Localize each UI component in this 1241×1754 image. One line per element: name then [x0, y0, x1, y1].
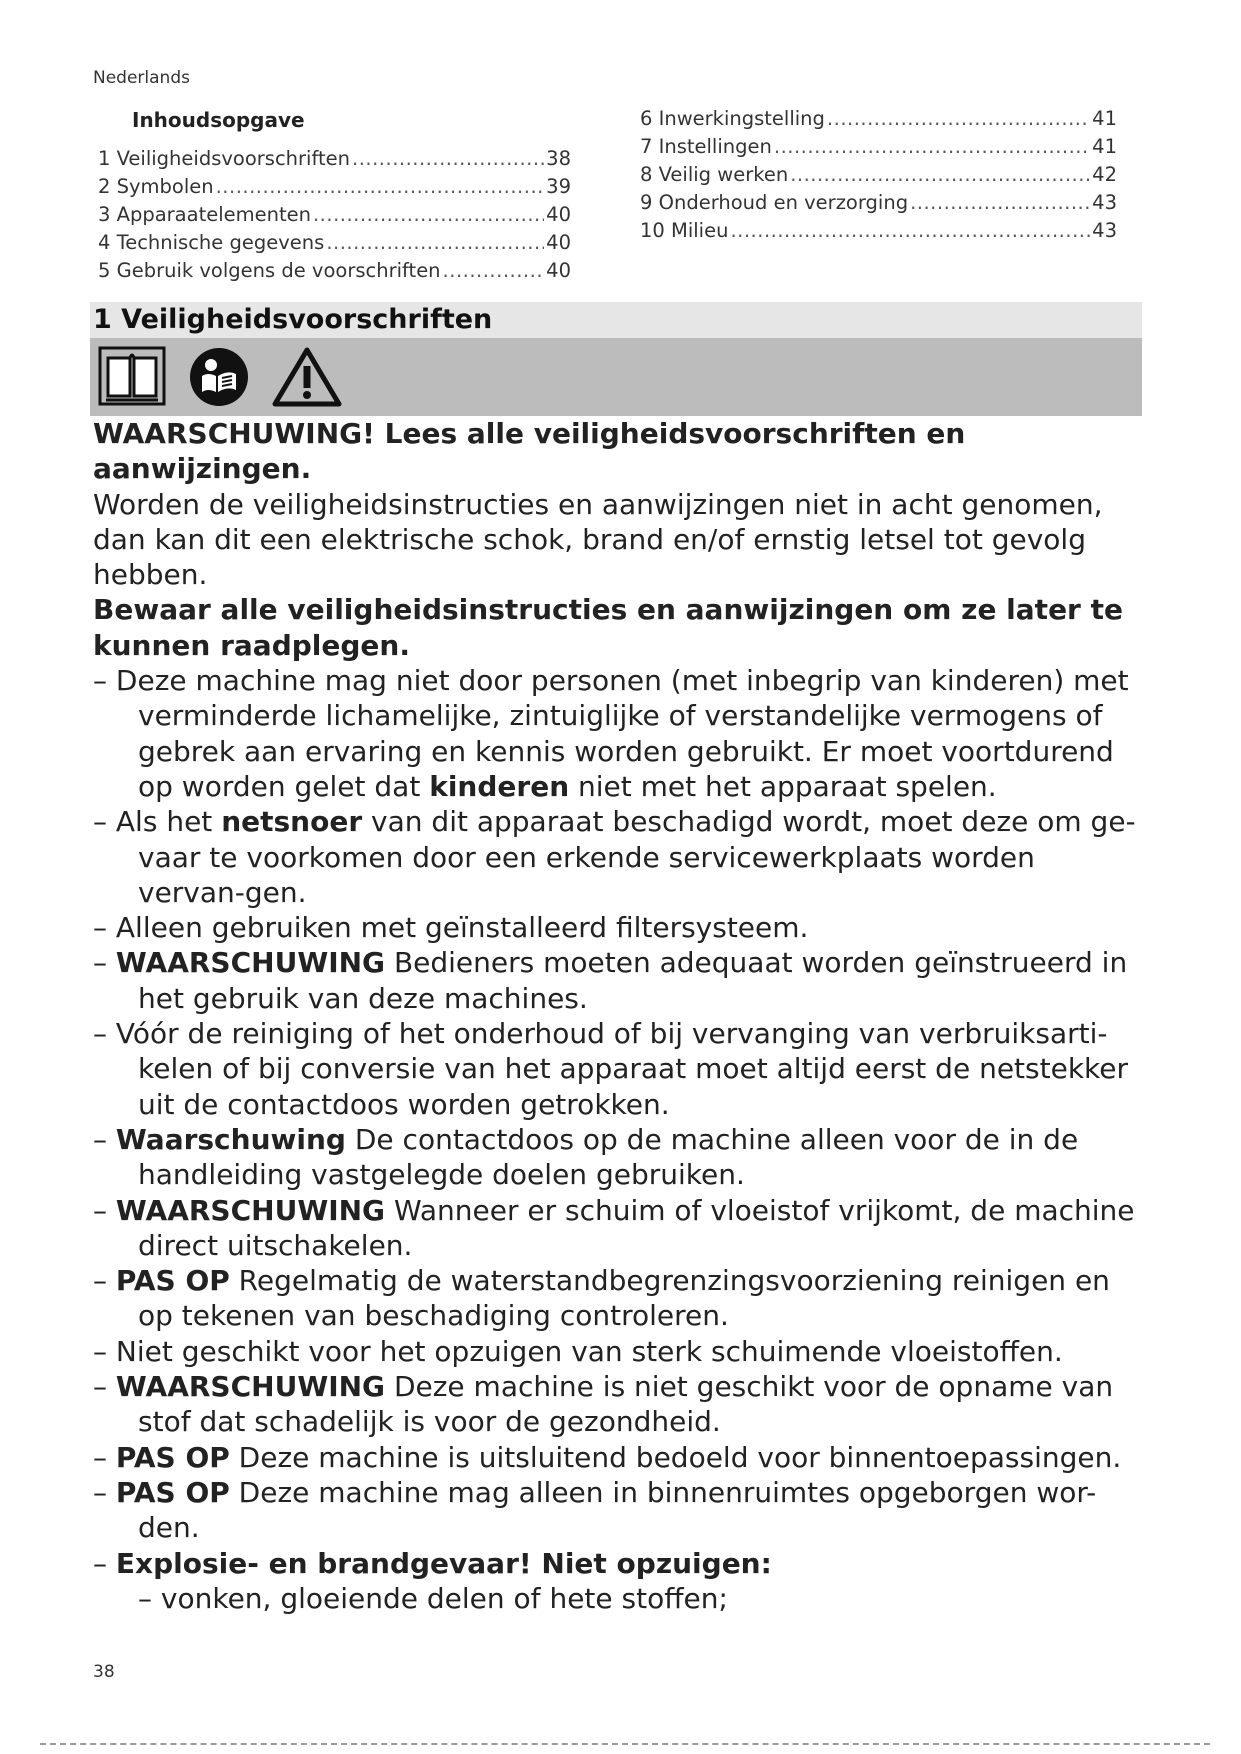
list-item: – Als het netsnoer van dit apparaat beschadigd wordt, moet deze om ge-vaar te voorkomen door een erkende servicewerkplaats worden vervan-gen. [93, 805, 1136, 909]
toc-entry[interactable]: 2 Symbolen ..... 39 [98, 173, 571, 201]
toc-left-column [98, 145, 571, 285]
toc-entry[interactable]: 3 Apparaatelementen ..... 40 [98, 201, 571, 229]
list-item: – Vóór de reiniging of het onderhoud of bij vervanging van verbruiksarti-kelen of bij conversie van het apparaat moet altijd eerst de netstekker uit de contactdoos worden getrokken. [93, 1017, 1128, 1121]
sub-list-item: – vonken, gloeiende delen of hete stoffen; [138, 1581, 728, 1615]
list-item: – WAARSCHUWING Bedieners moeten adequaat worden geïnstrueerd in het gebruik van deze machines. [93, 946, 1128, 1015]
warning-triangle-icon [272, 346, 342, 408]
bottom-divider [40, 1743, 1210, 1745]
keep-instructions-heading: Bewaar alle veiligheidsinstructies en aanwijzingen om ze later te kunnen raadplegen. [93, 593, 1123, 662]
toc-entry[interactable]: 8 Veilig werken ..... 42 [640, 161, 1117, 189]
list-item: – Explosie- en brandgevaar! Niet opzuigen: [93, 1546, 772, 1580]
toc-entry[interactable]: 1 Veiligheidsvoorschriften ..... 38 [98, 145, 571, 173]
page-number: 38 [93, 1662, 115, 1682]
list-item: – PAS OP Regelmatig de waterstandbegrenzingsvoorziening reinigen en op tekenen van beschadiging controleren. [93, 1264, 1110, 1333]
toc-right-column [640, 105, 1117, 245]
warning-text: Worden de veiligheidsinstructies en aanwijzingen niet in acht genomen, dan kan dit een elektrische schok, brand en/of ernstig letsel tot gevolg hebben. [93, 487, 1103, 592]
manual-book-icon [98, 346, 166, 406]
toc-entry[interactable]: 9 Onderhoud en verzorging ..... 43 [640, 189, 1117, 217]
safety-instructions [93, 416, 1143, 1616]
toc-title: Inhoudsopgave [132, 108, 305, 132]
list-item: – Deze machine mag niet door personen (met inbegrip van kinderen) met verminderde lichamelijke, zintuiglijke of verstandelijke vermogens of gebrek aan ervaring en kennis worden gebruikt. Er moet voortdurend op worden gelet dat kinderen niet met het apparaat spelen. [93, 664, 1129, 803]
toc-entry[interactable]: 4 Technische gegevens ..... 40 [98, 229, 571, 257]
list-item: – PAS OP Deze machine is uitsluitend bedoeld voor binnentoepassingen. [93, 1440, 1122, 1474]
list-item: – PAS OP Deze machine mag alleen in binnenruimtes opgeborgen wor-den. [93, 1475, 1097, 1545]
toc-entry[interactable]: 5 Gebruik volgens de voorschriften ..... 40 [98, 257, 571, 285]
warning-heading: WAARSCHUWING! Lees alle veiligheidsvoorschriften en aanwijzingen. [93, 417, 966, 486]
language-label: Nederlands [93, 68, 190, 88]
list-item: – Waarschuwing De contactdoos op de machine alleen voor de in de handleiding vastgelegde doelen gebruiken. [93, 1122, 1079, 1192]
section-title: 1 Veiligheidsvoorschriften [93, 304, 493, 335]
list-item: – Niet geschikt voor het opzuigen van sterk schuimende vloeistoffen. [93, 1334, 1063, 1368]
list-item: – Alleen gebruiken met geïnstalleerd filtersysteem. [93, 911, 809, 945]
toc-entry[interactable]: 10 Milieu ..... 43 [640, 217, 1117, 245]
read-manual-icon [188, 346, 250, 408]
list-item: – WAARSCHUWING Deze machine is niet geschikt voor de opname van stof dat schadelijk is voor de gezondheid. [93, 1370, 1114, 1439]
list-item: – WAARSCHUWING Wanneer er schuim of vloeistof vrijkomt, de machine direct uitschakelen. [93, 1193, 1135, 1262]
toc-entry[interactable]: 6 Inwerkingstelling ..... 41 [640, 105, 1117, 133]
toc-entry[interactable]: 7 Instellingen ..... 41 [640, 133, 1117, 161]
